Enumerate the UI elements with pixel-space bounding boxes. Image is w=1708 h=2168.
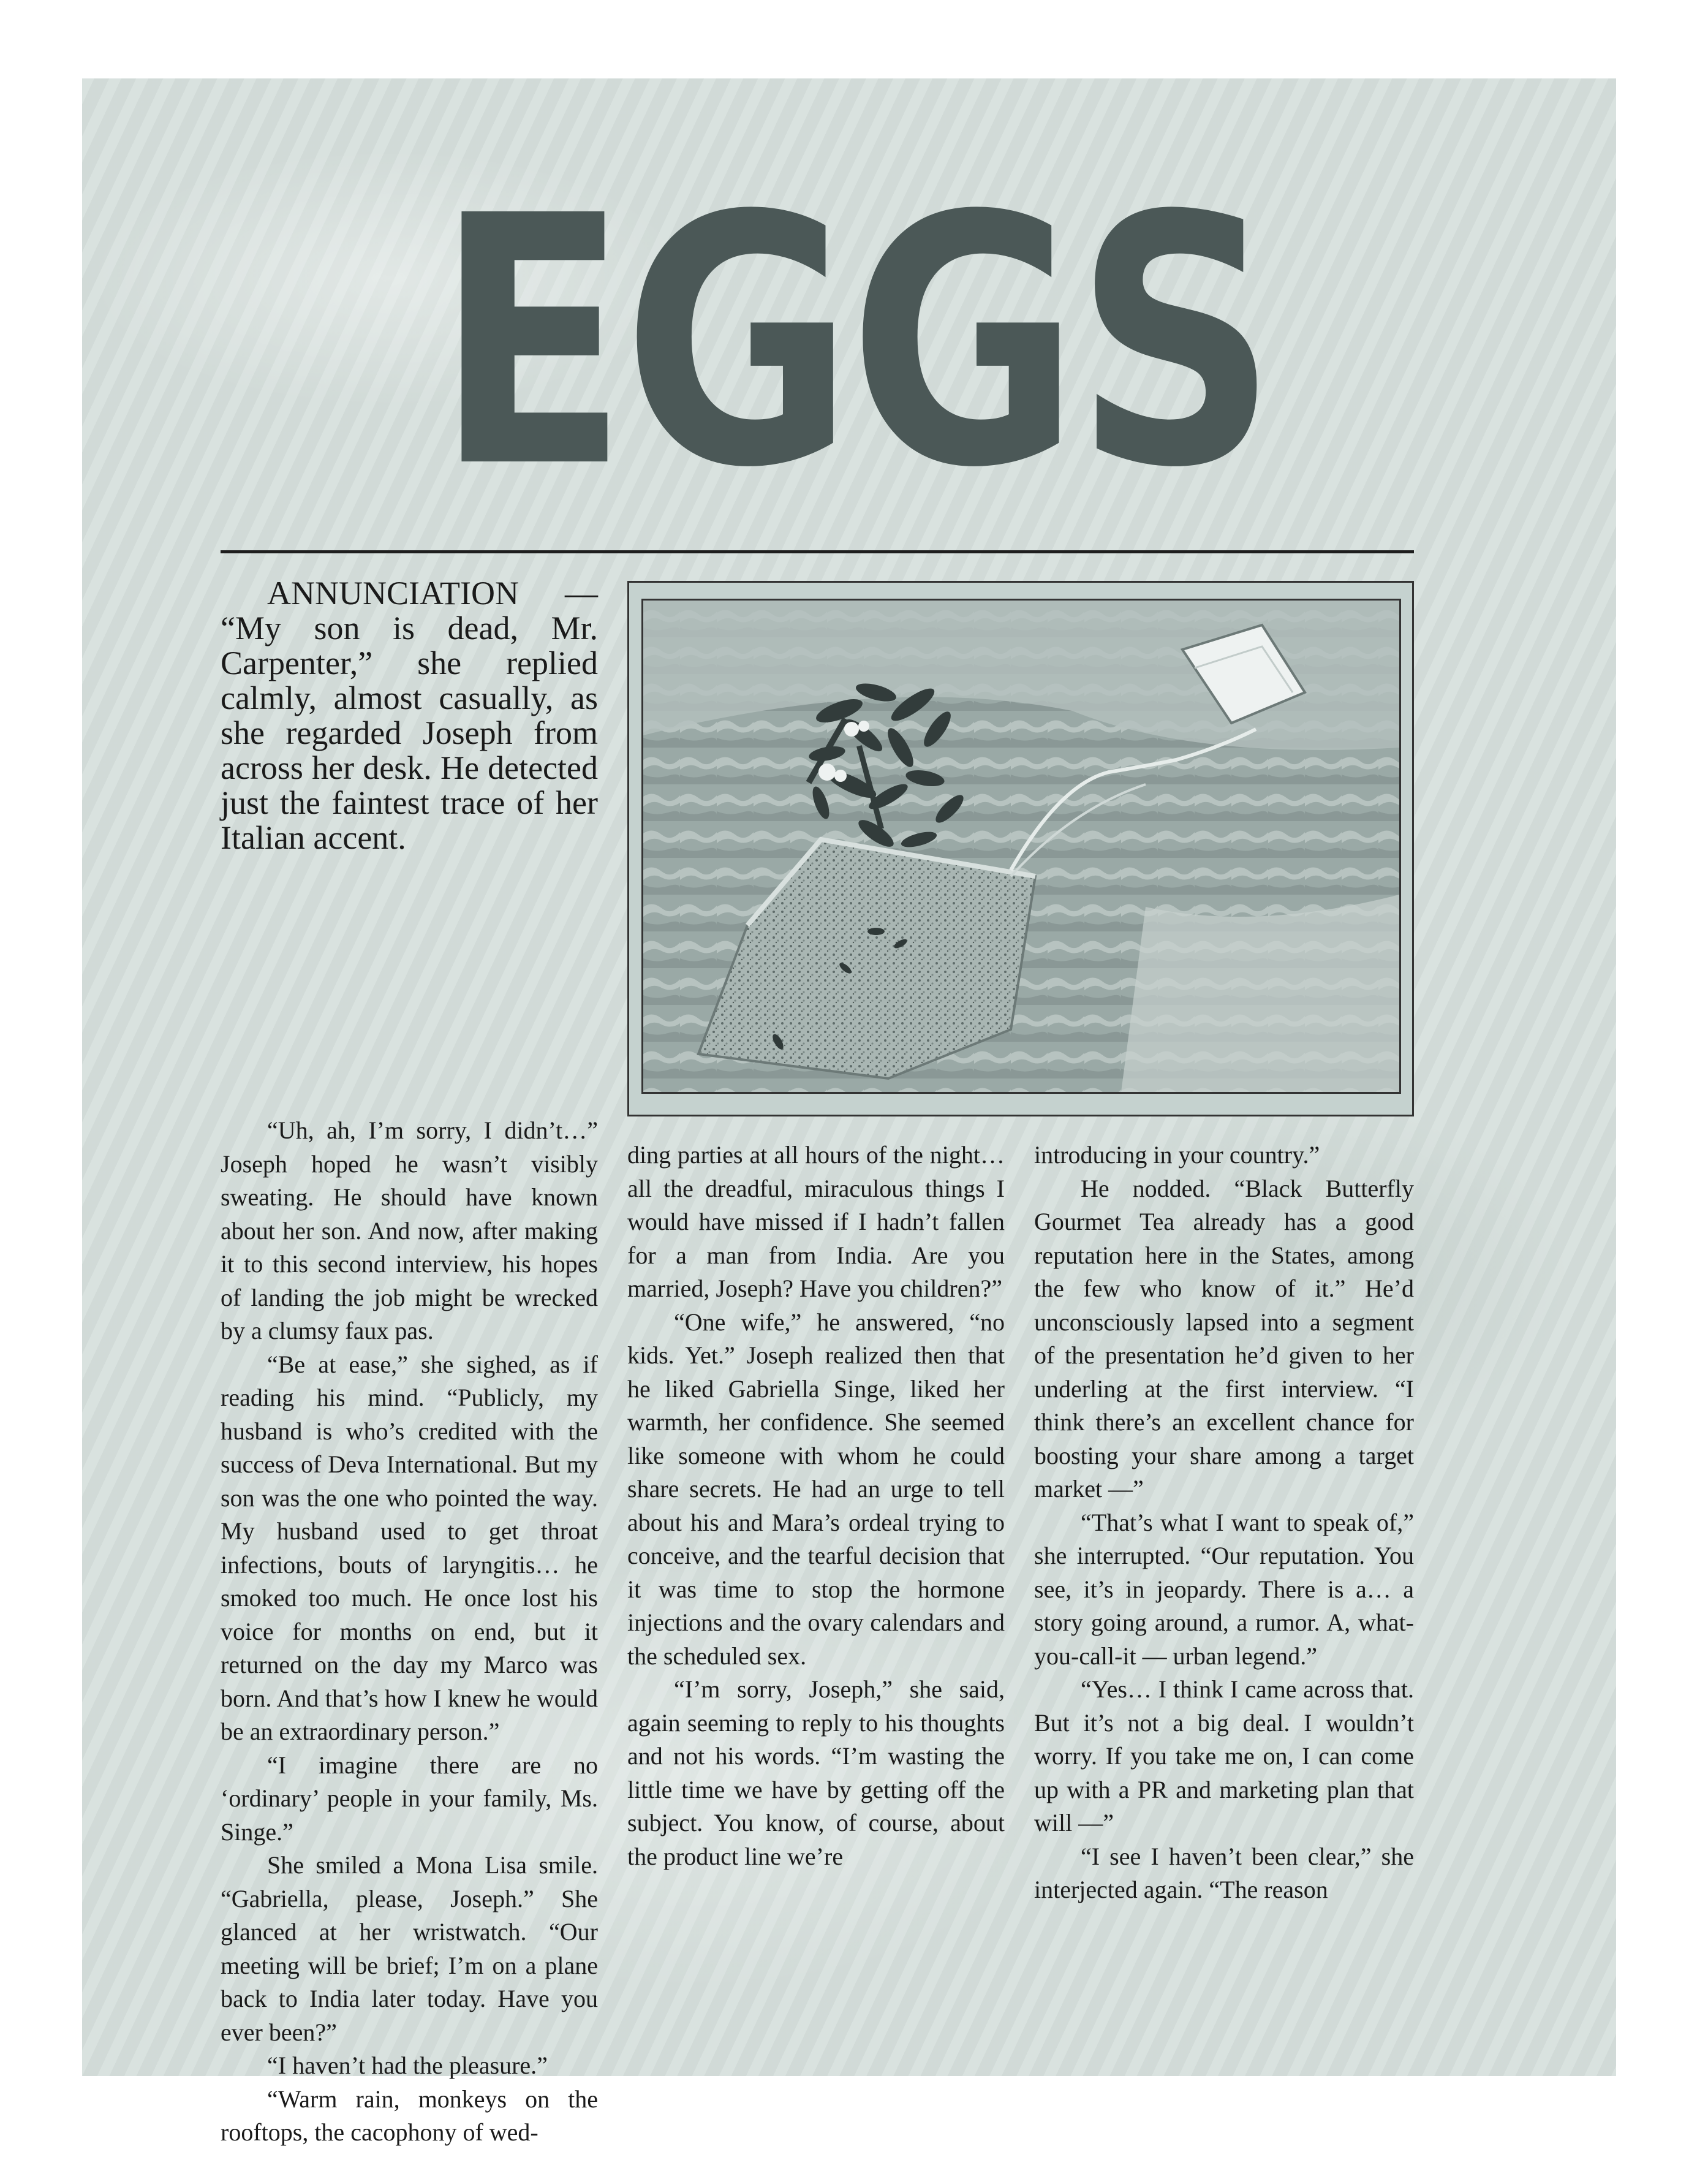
paragraph: “Be at ease,” she sighed, as if reading his mind. “Publicly, my husband is who’s credited with the success of Deva International. But my son was the one who pointed the way. My husband used to get throat infections, bouts of laryngitis… he smoked too much. He once lost his voice for months on end, but it returned on the day my Marco was born. And that’s how I knew he would be an extraordinary person.” — [221, 1350, 598, 1745]
column-1 — [221, 1114, 598, 2150]
page-title: EGGS — [436, 143, 1272, 543]
paragraph: “I’m sorry, Joseph,” she said, again seeming to reply to his thoughts and not his words. “I’m wasting the little time we have by getting off the subject. You know, of course, about the product line we’re — [627, 1675, 1005, 1870]
lead-paragraph — [221, 576, 598, 855]
kicker: ANNUNCIATION — — [267, 575, 598, 612]
paragraph: “That’s what I want to speak of,” she interrupted. “Our reputation. You see, it’s in jeopardy. There is a… a story going around, a rumor. A, what-you-call-it — urban legend.” — [1034, 1508, 1414, 1670]
column-2 — [627, 1139, 1005, 1873]
paragraph: She smiled a Mona Lisa smile. “Gabriella, please, Joseph.” She glanced at her wristwatch. “Our meeting will be brief; I’m on a plane back to India later today. Have you ever been?” — [221, 1851, 598, 2046]
paragraph: ding parties at all hours of the night… all the dreadful, miraculous things I would have missed if I hadn’t fallen for a man from India. Are you married, Joseph? Have you children?” — [627, 1141, 1005, 1302]
photo-frame — [627, 581, 1414, 1116]
paragraph: “Warm rain, monkeys on the rooftops, the cacophony of wed- — [221, 2085, 598, 2146]
paragraph: “Yes… I think I came across that. But it’s not a big deal. I wouldn’t worry. If you take me on, I can come up with a PR and marketing plan that will —” — [1034, 1675, 1414, 1836]
paragraph: “I see I haven’t been clear,” she interjected again. “The reason — [1034, 1842, 1414, 1903]
lead-text: “My son is dead, Mr. Carpenter,” she replied calmly, almost casually, as she regarded Joseph from across her desk. He detected just the faintest trace of her Italian accent. — [221, 610, 598, 856]
paragraph: “Uh, ah, I’m sorry, I didn’t…” Joseph hoped he wasn’t visibly sweating. He should have known about her son. And now, after making it to this second interview, his hopes of landing the job might be wrecked by a clumsy faux pas. — [221, 1116, 598, 1344]
tea-bag-photo — [641, 599, 1401, 1094]
column-3 — [1034, 1139, 1414, 1907]
paragraph: “One wife,” he answered, “no kids. Yet.” Joseph realized then that he liked Gabriella Singe, liked her warmth, her confidence. She seemed like someone with whom he could share secrets. He had an urge to tell about his and Mara’s ordeal trying to conceive, and the tearful decision that it was time to stop the hormone injections and the ovary calendars and the scheduled sex. — [627, 1308, 1005, 1670]
title-rule — [221, 550, 1414, 553]
paragraph: “I haven’t had the pleasure.” — [267, 2052, 548, 2079]
paragraph: He nodded. “Black Butterfly Gourmet Tea already has a good reputation here in the States, among the few who know of it.” He’d unconsciously lapsed into a segment of the presentation he’d given to her underling at the first interview. “I think there’s an excellent chance for boosting your share among a target market —” — [1034, 1174, 1414, 1503]
paragraph: “I imagine there are no ‘ordinary’ people in your family, Ms. Singe.” — [221, 1751, 598, 1846]
paragraph: introducing in your country.” — [1034, 1141, 1320, 1169]
